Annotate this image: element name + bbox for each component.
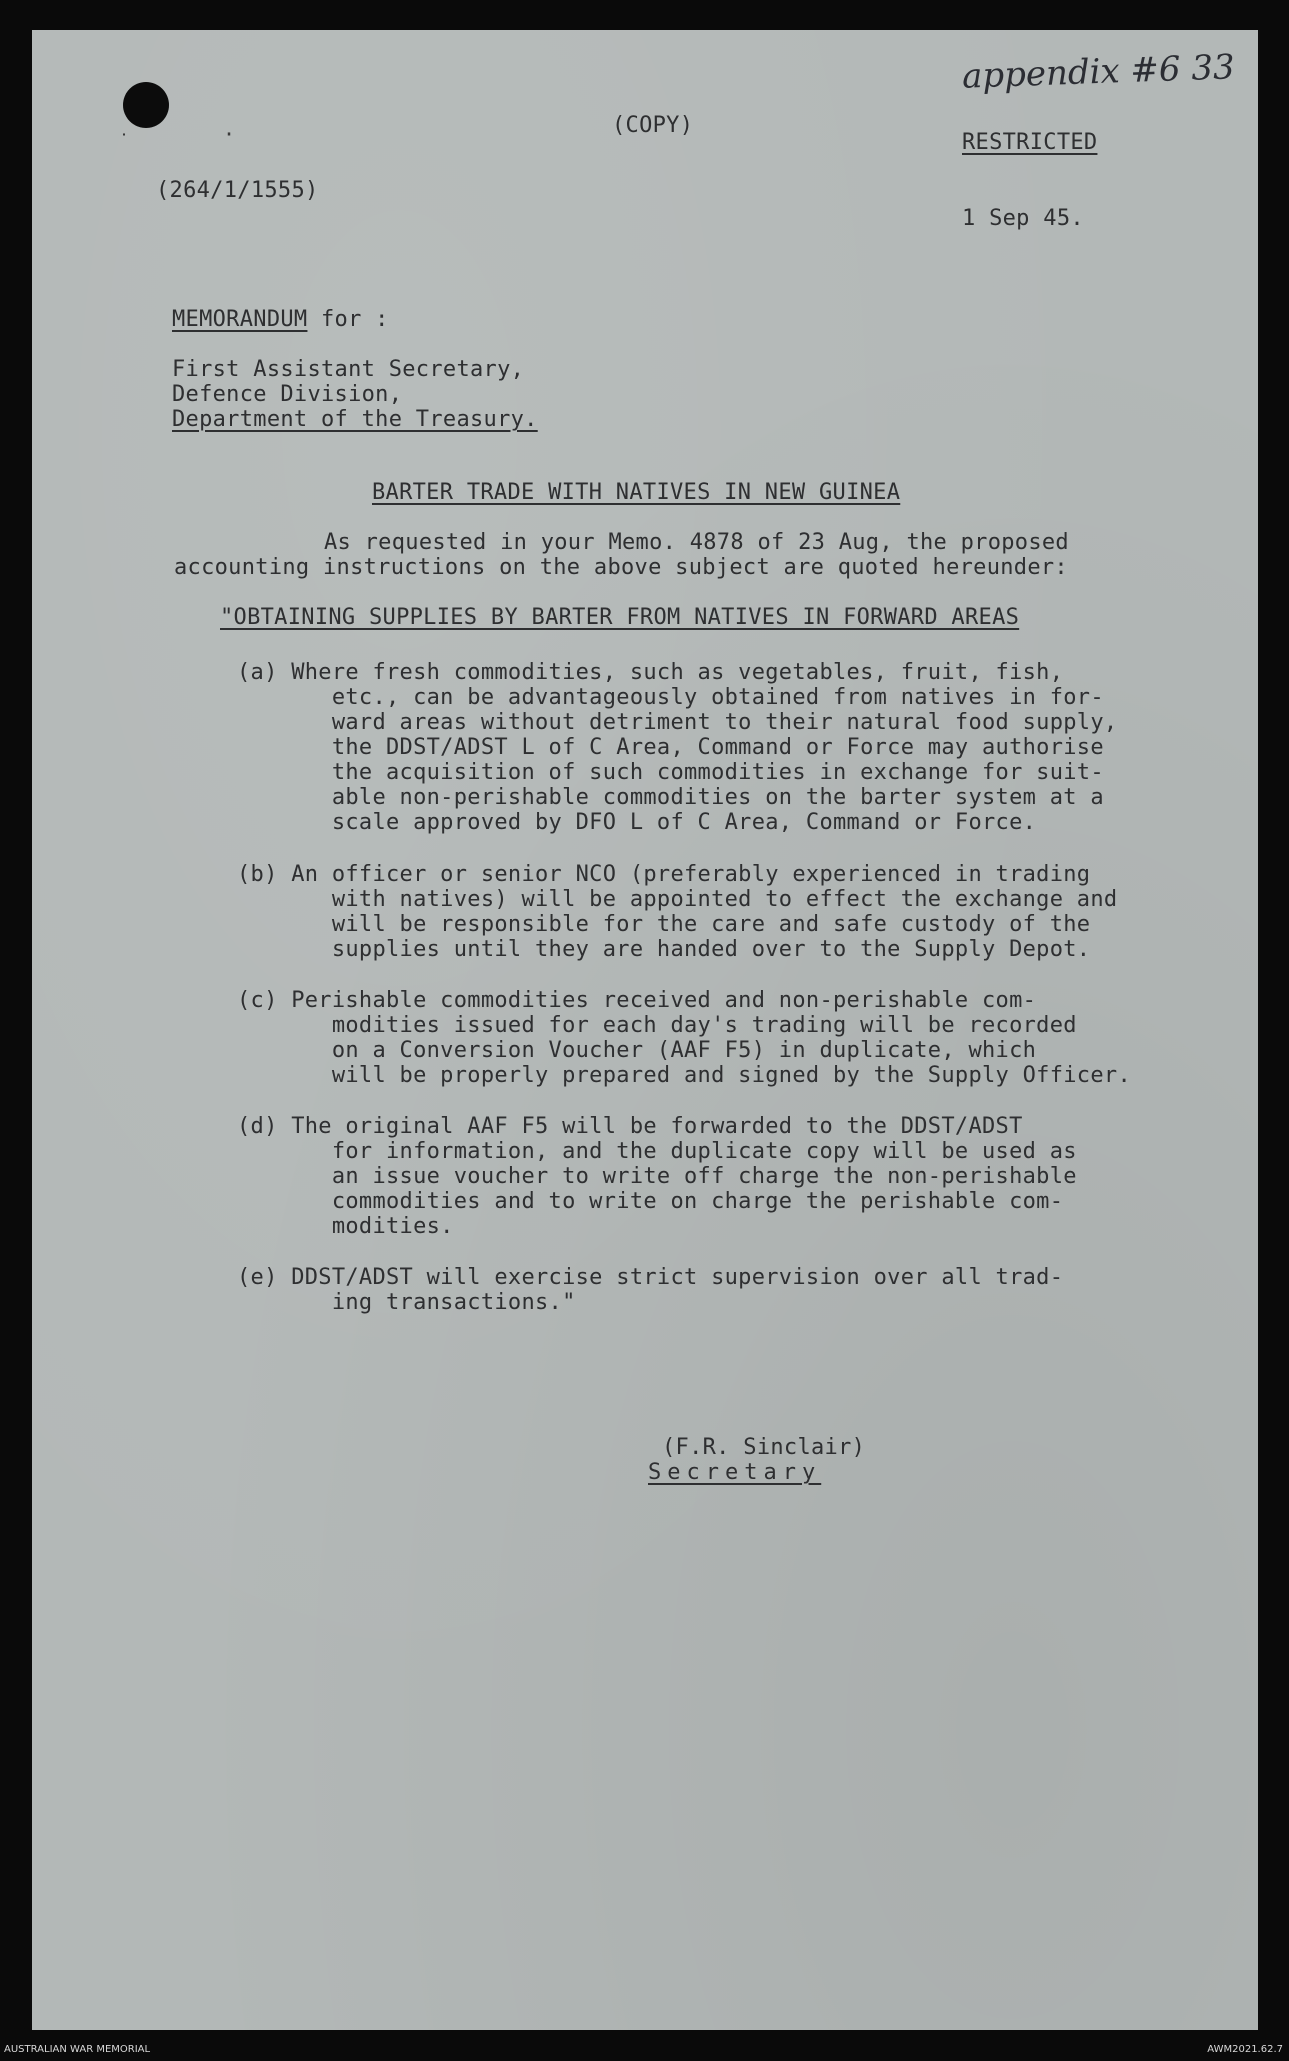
paragraph-line: for information, and the duplicate copy will be used as (291, 1139, 1077, 1164)
addressee-line: Department of the Treasury. (172, 407, 538, 432)
paragraph-line: scale approved by DFO L of C Area, Command or Force. (291, 810, 1037, 835)
paragraph-line: the acquisition of such commodities in exchange for suit- (291, 760, 1104, 785)
paragraph-line: the DDST/ADST L of C Area, Command or Force may authorise (291, 735, 1104, 760)
paragraph-line: an issue voucher to write off charge the non-perishable (291, 1164, 1077, 1189)
paragraph-a (237, 660, 1117, 835)
intro-line: accounting instructions on the above subject are quoted hereunder: (174, 555, 1068, 580)
addressee-line: Defence Division, (172, 382, 403, 407)
paragraph-line: ward areas without detriment to their natural food supply, (291, 710, 1118, 735)
subject-heading: BARTER TRADE WITH NATIVES IN NEW GUINEA (372, 480, 901, 505)
addressee-line: First Assistant Secretary, (172, 357, 525, 382)
paragraph-line: The original AAF F5 will be forwarded to the DDST/ADST (291, 1114, 1023, 1139)
file-reference: (264/1/1555) (156, 178, 319, 203)
paragraph-line: on a Conversion Voucher (AAF F5) in duplicate, which (291, 1038, 1037, 1063)
paragraph-c (237, 988, 1131, 1088)
paragraph-d (237, 1114, 1077, 1239)
punch-hole (123, 82, 169, 128)
paragraph-line: supplies until they are handed over to the Supply Depot. (291, 937, 1091, 962)
intro-line: As requested in your Memo. 4878 of 23 Aug, the proposed (324, 530, 1069, 555)
paragraph-line: An officer or senior NCO (preferably experienced in trading (291, 862, 1091, 887)
ink-dot-mark: · (223, 122, 236, 146)
memo-suffix: for : (307, 307, 389, 332)
paragraph-label: (b) (237, 862, 278, 887)
paragraph-line: will be responsible for the care and safe custody of the (291, 912, 1091, 937)
paragraph-line: with natives) will be appointed to effect the exchange and (291, 887, 1118, 912)
classification-label: RESTRICTED (962, 130, 1098, 155)
paragraph-line: DDST/ADST will exercise strict supervision over all trad- (291, 1265, 1064, 1290)
paragraph-line: modities. (291, 1214, 454, 1239)
paragraph-line: commodities and to write on charge the perishable com- (291, 1189, 1064, 1214)
handwritten-annotation: appendix #6 33 (961, 47, 1236, 97)
memo-label: MEMORANDUM (172, 307, 308, 332)
ink-tick-mark: ˙ (118, 130, 131, 154)
paragraph-line: will be properly prepared and signed by the Supply Officer. (291, 1063, 1131, 1088)
paragraph-label: (a) (237, 660, 278, 685)
paragraph-label: (d) (237, 1114, 278, 1139)
paragraph-line: Where fresh commodities, such as vegetables, fruit, fish, (291, 660, 1064, 685)
paragraph-line: modities issued for each day's trading will be recorded (291, 1013, 1077, 1038)
paragraph-label: (e) (237, 1265, 278, 1290)
memo-date: 1 Sep 45. (962, 206, 1084, 231)
signatory-name: (F.R. Sinclair) (662, 1435, 866, 1460)
paragraph-b (237, 862, 1117, 962)
paragraph-e (237, 1265, 1063, 1315)
paragraph-line: ing transactions." (291, 1290, 576, 1315)
paragraph-line: Perishable commodities received and non-perishable com- (291, 988, 1037, 1013)
archive-footer-left: AUSTRALIAN WAR MEMORIAL (4, 2044, 151, 2055)
memo-heading (172, 307, 389, 332)
paragraph-label: (c) (237, 988, 278, 1013)
document-page (32, 30, 1258, 2030)
signatory-title: Secretary (648, 1460, 822, 1485)
copy-label: (COPY) (612, 113, 694, 138)
paragraph-line: able non-perishable commodities on the barter system at a (291, 785, 1104, 810)
paragraph-line: etc., can be advantageously obtained from natives in for- (291, 685, 1104, 710)
quote-heading: "OBTAINING SUPPLIES BY BARTER FROM NATIVES IN FORWARD AREAS (220, 605, 1020, 630)
archive-footer-right: AWM2021.62.7 (1207, 2044, 1283, 2055)
